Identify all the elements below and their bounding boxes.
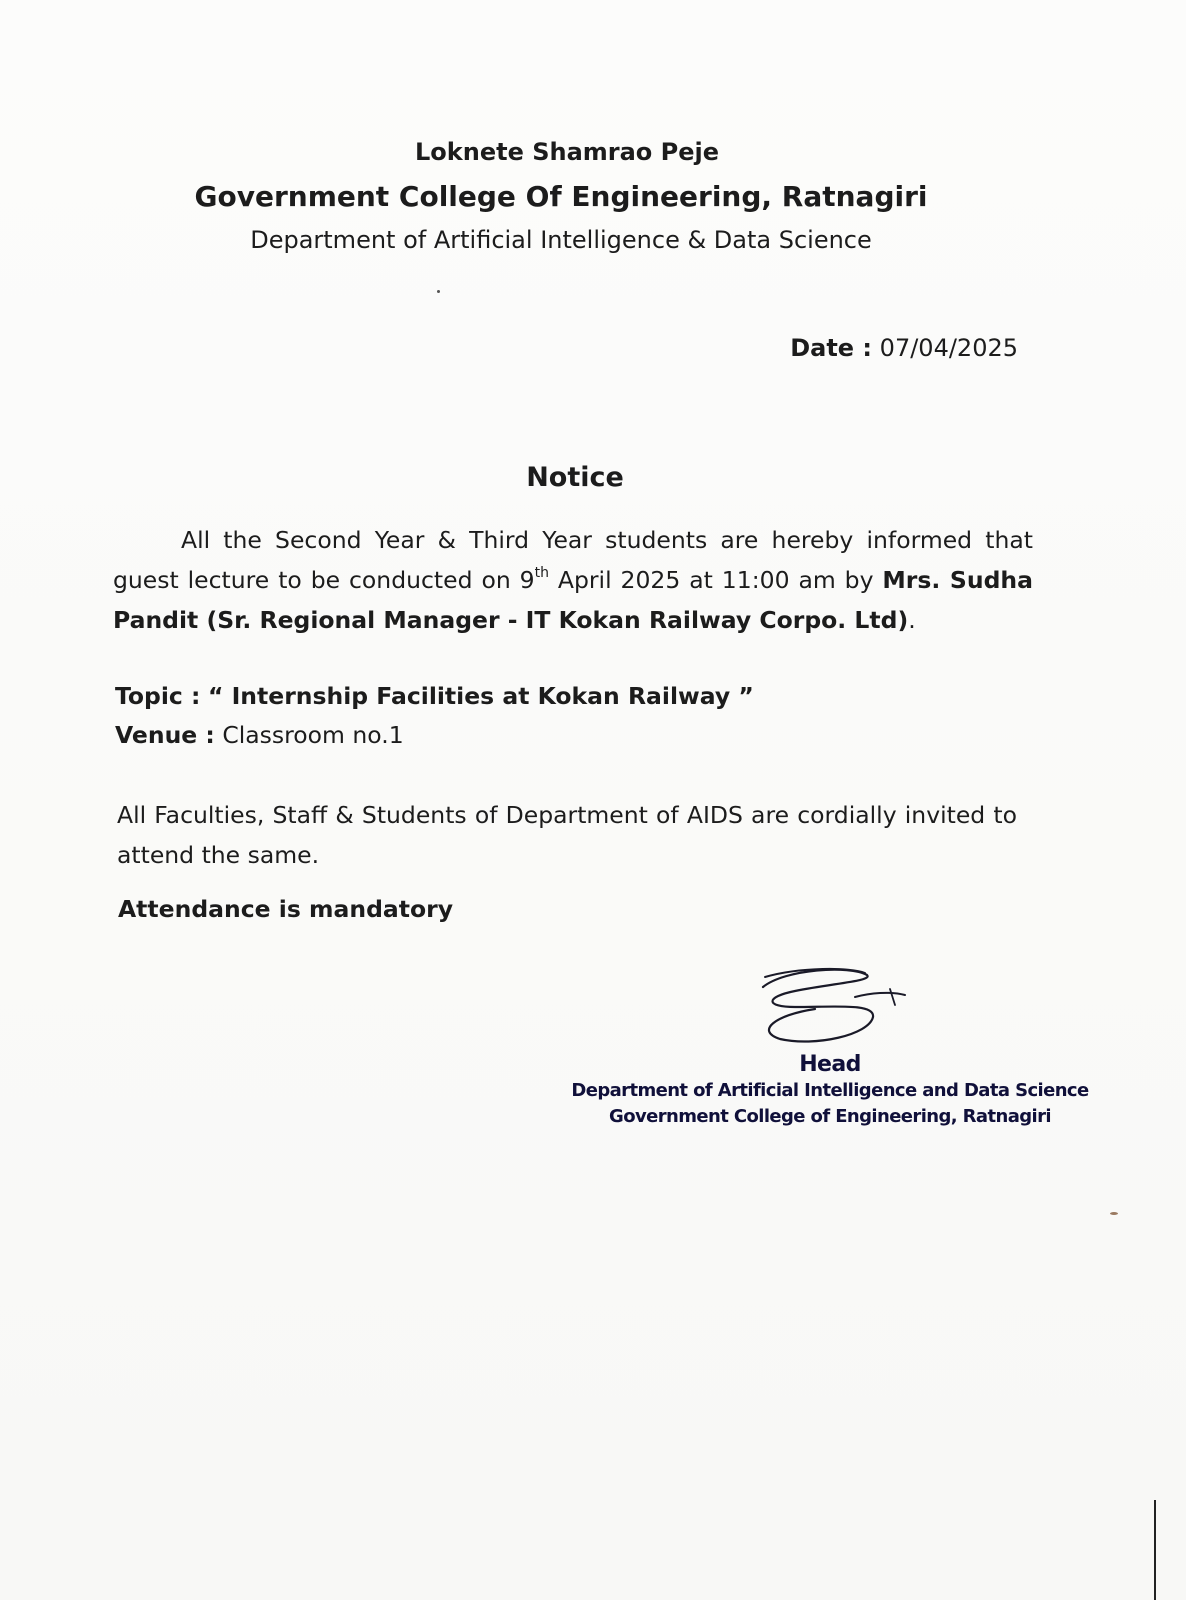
invitation-line-2: attend the same. — [117, 841, 320, 869]
signature-icon — [755, 965, 915, 1050]
ordinal-suffix: th — [534, 565, 549, 581]
notice-body — [113, 520, 1033, 640]
scan-speck — [437, 290, 440, 293]
venue-label: Venue : — [115, 721, 215, 749]
invitation-line-1: All Faculties, Staff & Students of Department of AIDS are cordially invited to — [117, 801, 1017, 829]
institution-name: Loknete Shamrao Peje — [414, 138, 720, 166]
lecture-time-text: April 2025 at 11:00 am by — [548, 566, 883, 594]
topic-label: Topic : — [115, 682, 201, 710]
sentence-end: . — [908, 606, 916, 634]
notice-date — [790, 334, 1018, 362]
department-name: Department of Artificial Intelligence & Data Science — [250, 226, 872, 254]
notice-body-line-1-text: All the Second Year & Third Year students are hereby informed that — [181, 526, 1033, 554]
college-name: Government College Of Engineering, Ratnagiri — [194, 180, 928, 213]
page-edge-mark — [1154, 1500, 1156, 1600]
stamp-college: Government College of Engineering, Ratnagiri — [609, 1106, 1051, 1127]
stamp-department: Department of Artificial Intelligence and Data Science — [571, 1080, 1089, 1101]
scan-speck — [1110, 1212, 1118, 1215]
notice-body-line-2 — [113, 560, 1033, 600]
lecture-date-text: guest lecture to be conducted on 9 — [113, 566, 535, 594]
date-label: Date : — [790, 334, 873, 362]
venue-line — [115, 721, 404, 749]
venue-value: Classroom no.1 — [222, 721, 404, 749]
notice-body-line-3 — [113, 600, 1033, 640]
date-value: 07/04/2025 — [879, 334, 1018, 362]
stamp-title: Head — [799, 1052, 861, 1077]
notice-title: Notice — [526, 462, 624, 493]
topic-value: “ Internship Facilities at Kokan Railway ” — [207, 682, 754, 710]
notice-body-line-1 — [113, 520, 1033, 560]
invitation-text — [117, 795, 1017, 875]
topic-line — [115, 682, 754, 710]
head-stamp — [560, 1052, 1100, 1130]
speaker-designation: Pandit (Sr. Regional Manager - IT Kokan Railway Corpo. Ltd) — [113, 606, 909, 634]
speaker-name: Mrs. Sudha — [882, 566, 1033, 594]
attendance-mandatory: Attendance is mandatory — [118, 895, 454, 923]
